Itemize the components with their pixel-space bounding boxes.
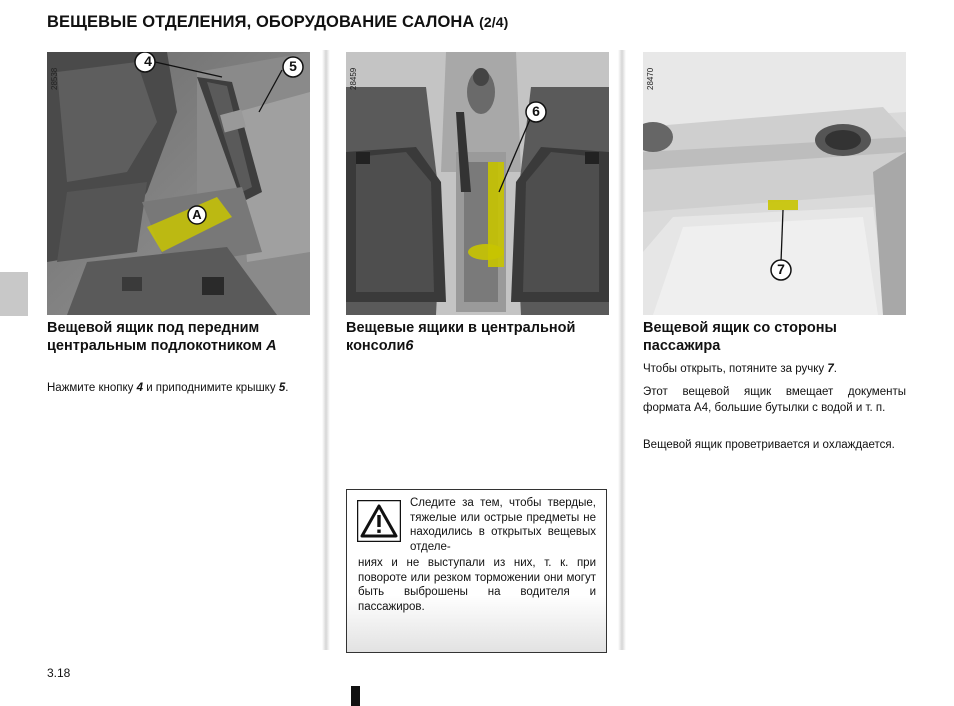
instr-text-3: . (285, 382, 289, 394)
glovebox-capacity: Этот вещевой ящик вмещает документы формата А4, большие бутылки с водой и т. п. (643, 386, 906, 414)
callout-a: A (192, 207, 202, 222)
page-title-text: ВЕЩЕВЫЕ ОТДЕЛЕНИЯ, ОБОРУДОВАНИЕ САЛОНА (47, 13, 475, 31)
armrest-storage-illustration (47, 52, 310, 315)
page-title (47, 13, 508, 32)
warning-text-top: Следите за тем, чтобы твердые, тяжелые или острые предметы не находились в открытых вещевых отделе- (410, 497, 596, 553)
instr-ref-4: 4 (136, 382, 143, 394)
callout-7: 7 (777, 261, 785, 277)
image-code-1: 28538 (50, 67, 59, 90)
center-console-illustration (346, 52, 609, 315)
callout-4: 4 (144, 53, 152, 69)
armrest-heading-ref: A (266, 338, 277, 354)
armrest-heading-text: Вещевой ящик под передним центральным подлокотником (47, 320, 263, 354)
chapter-tab (0, 272, 28, 316)
armrest-instructions (47, 381, 310, 397)
instr-ref-5: 5 (278, 382, 286, 394)
console-heading-text: Вещевые ящики в центральной консоли (346, 320, 576, 354)
warning-box (346, 489, 607, 653)
page-title-part: (2/4) (479, 14, 509, 30)
callout-6: 6 (532, 103, 540, 119)
glovebox-open-instruction (643, 362, 906, 378)
page-number: 3.18 (47, 666, 71, 680)
callout-5: 5 (289, 58, 297, 74)
column-divider-2 (618, 50, 626, 650)
open-text: Чтобы открыть, потяните за ручку (643, 363, 825, 375)
console-heading-ref: 6 (405, 338, 414, 354)
glovebox-ventilation: Вещевой ящик проветривается и охлаждается. (643, 439, 895, 451)
image-code-2: 28459 (349, 67, 358, 90)
warning-triangle-icon (357, 500, 401, 542)
open-text-end: . (833, 363, 837, 375)
instr-text-1: Нажмите кнопку (47, 382, 134, 394)
warning-text-bottom: ниях и не выступали из них, т. к. при повороте или резком торможении они могут быть выброшены на водителя и пассажиров. (358, 557, 596, 613)
instr-text-2: и приподнимите крышку (146, 382, 276, 394)
footer-mark (351, 686, 360, 706)
glovebox-heading: Вещевой ящик со стороны пассажира (643, 320, 837, 354)
image-code-3: 28470 (646, 67, 655, 90)
column-divider-1 (322, 50, 330, 650)
open-ref-7: 7 (827, 363, 834, 375)
armrest-heading (47, 319, 312, 355)
console-heading (346, 319, 596, 355)
